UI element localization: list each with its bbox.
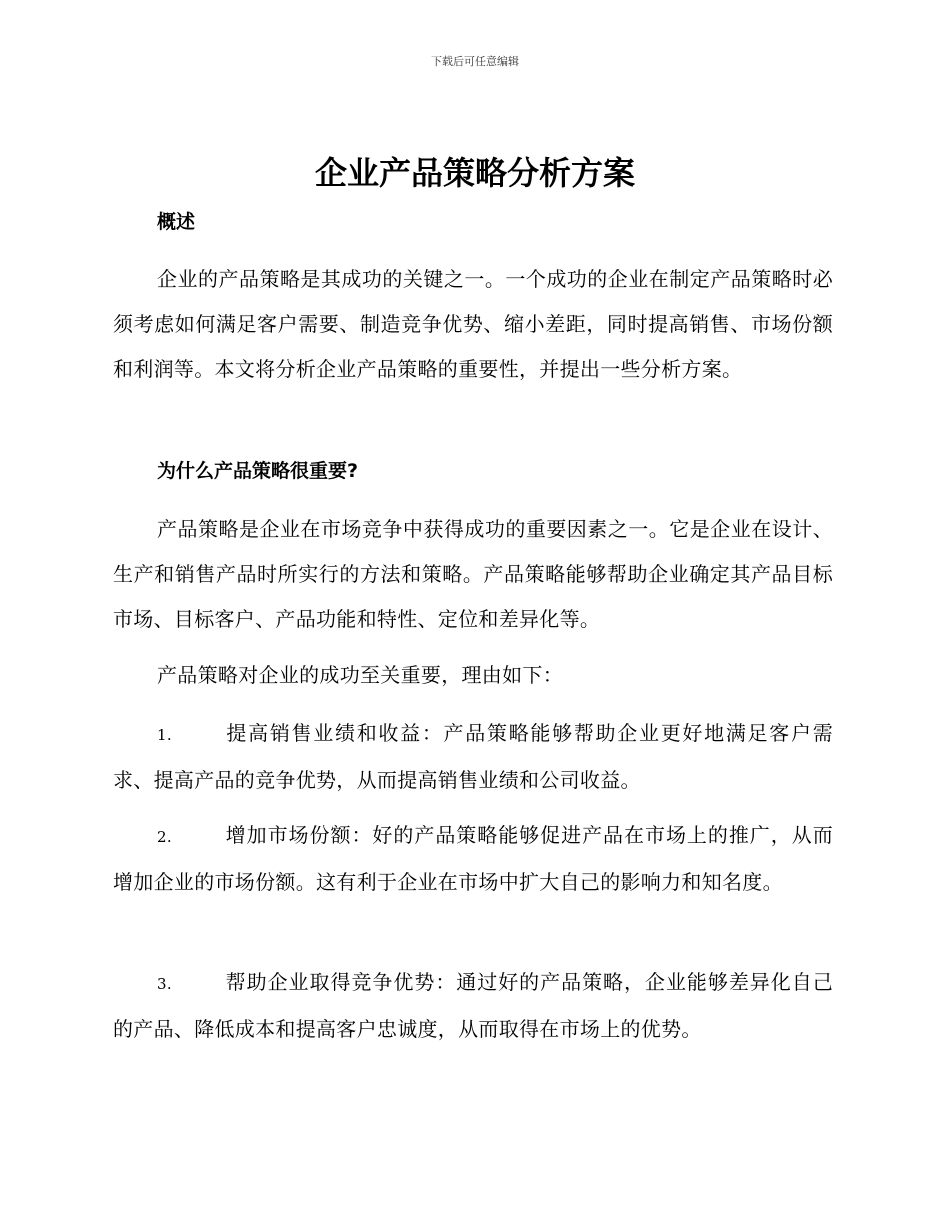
list-item bbox=[113, 711, 833, 803]
paragraph-overview: 企业的产品策略是其成功的关键之一。一个成功的企业在制定产品策略时必须考虑如何满足客户需要、制造竞争优势、缩小差距，同时提高销售、市场份额和利润等。本文将分析企业产品策略的重要性，并提出一些分析方案。 bbox=[113, 267, 833, 381]
header-note: 下载后可任意编辑 bbox=[431, 55, 519, 68]
paragraph-reasons-intro: 产品策略对企业的成功至关重要，理由如下： bbox=[157, 663, 563, 687]
list-item-number: 1. bbox=[157, 726, 172, 744]
section-heading-importance: 为什么产品策略很重要? bbox=[157, 460, 359, 482]
list-item-number: 3. bbox=[157, 975, 172, 993]
paragraph-importance: 产品策略是企业在市场竞争中获得成功的重要因素之一。它是企业在设计、生产和销售产品时所实行的方法和策略。产品策略能够帮助企业确定其产品目标市场、目标客户、产品功能和特性、定位和差异化等。 bbox=[113, 517, 833, 631]
list-item bbox=[113, 813, 833, 905]
section-heading-overview: 概述 bbox=[157, 211, 196, 233]
document-title: 企业产品策略分析方案 bbox=[314, 154, 635, 192]
list-item bbox=[113, 960, 833, 1052]
list-item-text: 增加市场份额：好的产品策略能够促进产品在市场上的推广，从而增加企业的市场份额。这有利于企业在市场中扩大自己的影响力和知名度。 bbox=[113, 823, 833, 894]
list-item-text: 提高销售业绩和收益：产品策略能够帮助企业更好地满足客户需求、提高产品的竞争优势，从而提高销售业绩和公司收益。 bbox=[113, 721, 833, 792]
list-item-text: 帮助企业取得竞争优势：通过好的产品策略，企业能够差异化自己的产品、降低成本和提高客户忠诚度，从而取得在市场上的优势。 bbox=[113, 970, 833, 1041]
list-item-number: 2. bbox=[157, 828, 172, 846]
